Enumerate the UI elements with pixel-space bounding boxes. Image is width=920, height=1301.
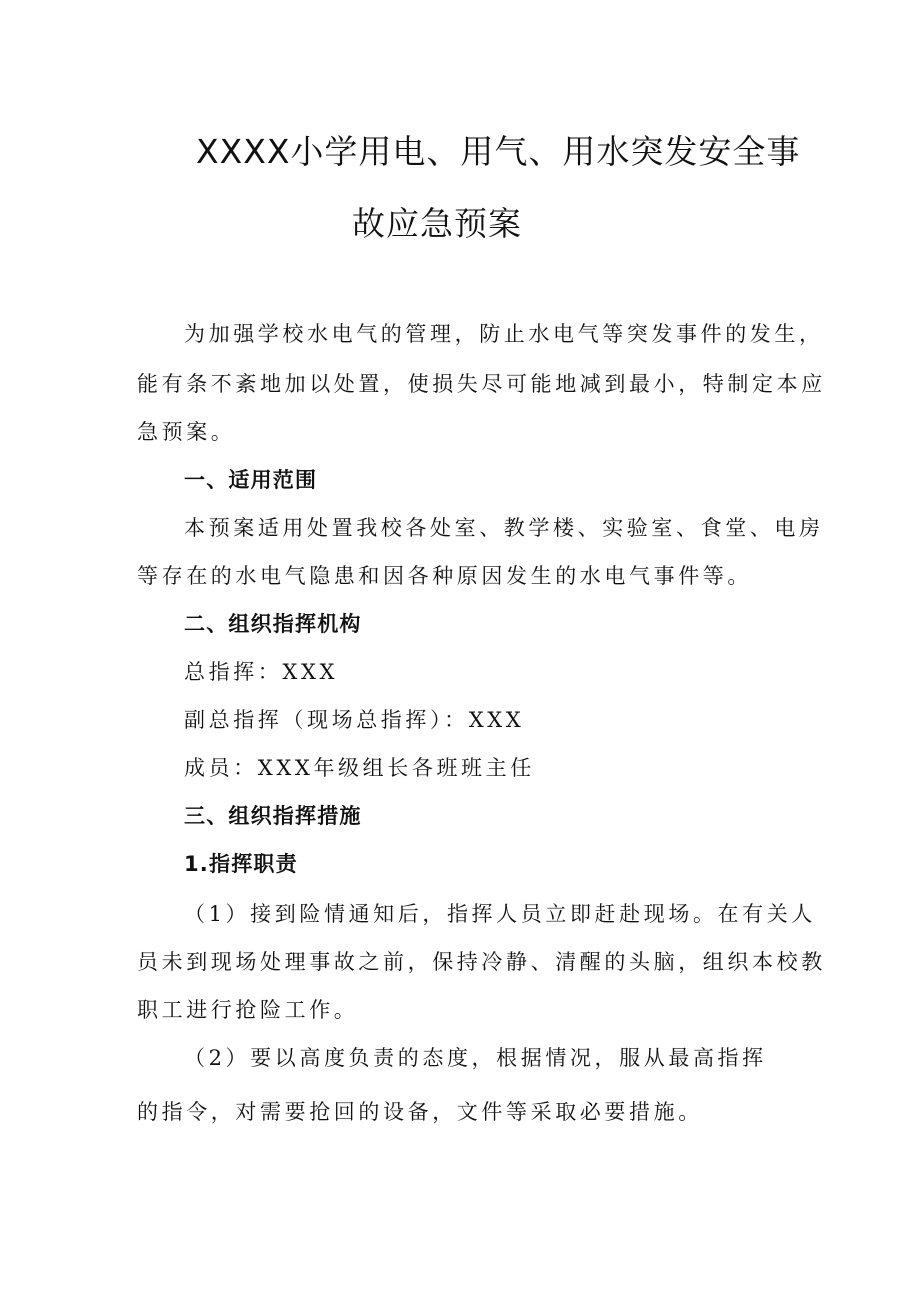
item1-line-3: 职工进行抢险工作。	[137, 998, 359, 1022]
document-title-line-1: XXXX小学用电、用气、用水突发安全事	[196, 132, 801, 171]
item1-line-2: 员未到现场处理事故之前，保持冷静、清醒的头脑，组织本校教	[137, 950, 826, 974]
item2-line-1: （2）要以高度负责的态度，根据情况，服从最高指挥	[184, 1046, 767, 1070]
section-heading-scope: 一、适用范围	[184, 468, 318, 492]
intro-line-2: 能有条不紊地加以处置，使损失尽可能地减到最小，特制定本应	[137, 372, 826, 396]
intro-line-3: 急预案。	[137, 420, 236, 444]
document-title-line-2: 故应急预案	[352, 204, 522, 243]
scope-line-1: 本预案适用处置我校各处室、教学楼、实验室、食堂、电房	[184, 516, 824, 540]
members-line: 成员：XXX年级组长各班班主任	[184, 756, 535, 780]
deputy-commander-line: 副总指挥（现场总指挥）：XXX	[184, 708, 525, 732]
section-heading-measures: 三、组织指挥措施	[184, 804, 362, 828]
commander-line: 总指挥：XXX	[184, 660, 339, 684]
section-heading-organization: 二、组织指挥机构	[184, 612, 362, 636]
scope-line-2: 等存在的水电气隐患和因各种原因发生的水电气事件等。	[137, 564, 752, 588]
item1-line-1: （1）接到险情通知后，指挥人员立即赶赴现场。在有关人	[184, 902, 816, 926]
subsection-heading-duties: 1.指挥职责	[184, 852, 298, 876]
item2-line-2: 的指令，对需要抢回的设备，文件等采取必要措施。	[137, 1100, 703, 1124]
intro-line-1: 为加强学校水电气的管理，防止水电气等突发事件的发生，	[184, 322, 824, 346]
